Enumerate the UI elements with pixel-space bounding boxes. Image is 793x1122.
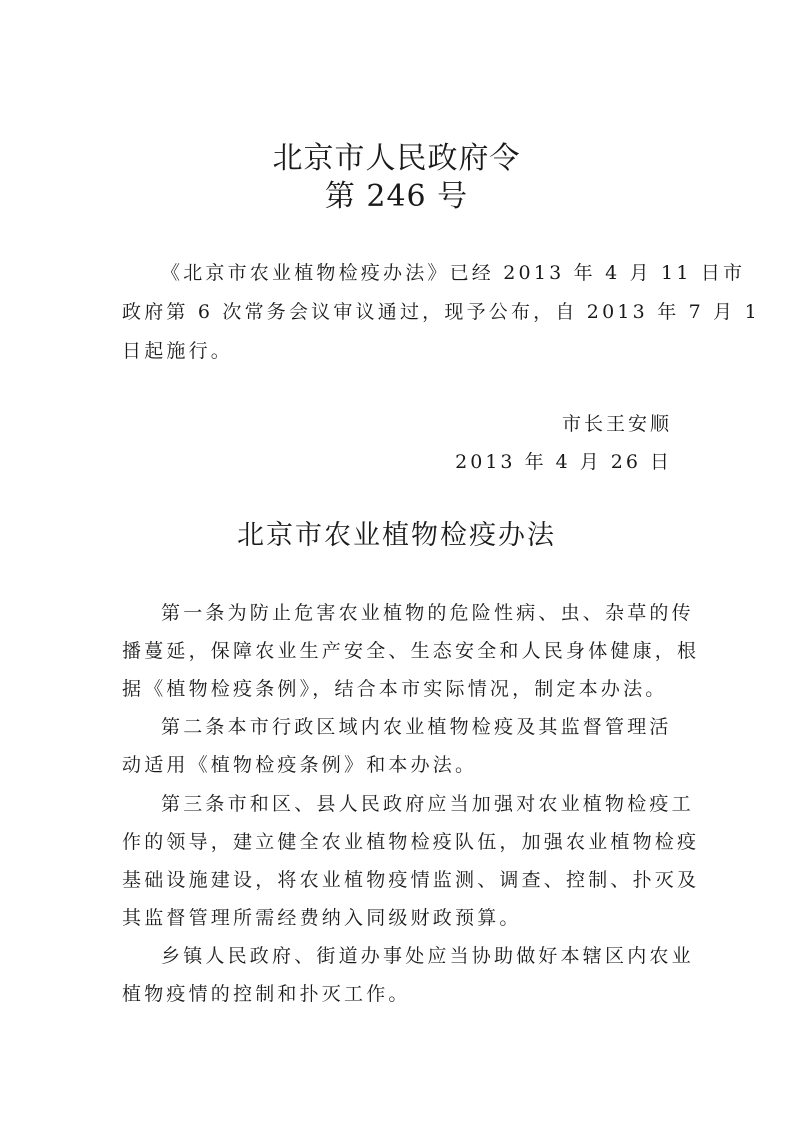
promulgation-line: 政府第 6 次常务会议审议通过，现予公布，自 2013 年 7 月 1 [122, 301, 760, 323]
article-line: 其监督管理所需经费纳入同级财政预算。 [122, 907, 522, 929]
promulgation-line: 《北京市农业植物检疫办法》已经 2013 年 4 月 11 日市 [161, 262, 746, 284]
order-number: 第 246 号 [324, 179, 469, 214]
article-line: 植物疫情的控制和扑灭工作。 [122, 983, 411, 1005]
article-line: 据《植物检疫条例》，结合本市实际情况，制定本办法。 [122, 678, 668, 700]
signer: 市长王安顺 [561, 413, 672, 435]
article-line: 第二条本市行政区域内农业植物检疫及其监督管理活 [161, 716, 672, 738]
promulgation-line: 日起施行。 [122, 340, 234, 362]
signature-date: 2013 年 4 月 26 日 [455, 451, 672, 473]
law-title: 北京市农业植物检疫办法 [237, 520, 556, 551]
article-line: 播蔓延，保障农业生产安全、生态安全和人民身体健康，根 [122, 640, 700, 662]
article-line: 第一条为防止危害农业植物的危险性病、虫、杂草的传 [161, 602, 694, 624]
article-line: 作的领导，建立健全农业植物检疫队伍，加强农业植物检疫 [122, 831, 700, 853]
article-line: 乡镇人民政府、街道办事处应当协助做好本辖区内农业 [161, 945, 694, 967]
issuer-title: 北京市人民政府令 [272, 141, 521, 176]
article-line: 第三条市和区、县人民政府应当加强对农业植物检疫工 [161, 793, 694, 815]
article-line: 基础设施建设，将农业植物疫情监测、调查、控制、扑灭及 [122, 869, 700, 891]
article-line: 动适用《植物检疫条例》和本办法。 [122, 754, 478, 776]
